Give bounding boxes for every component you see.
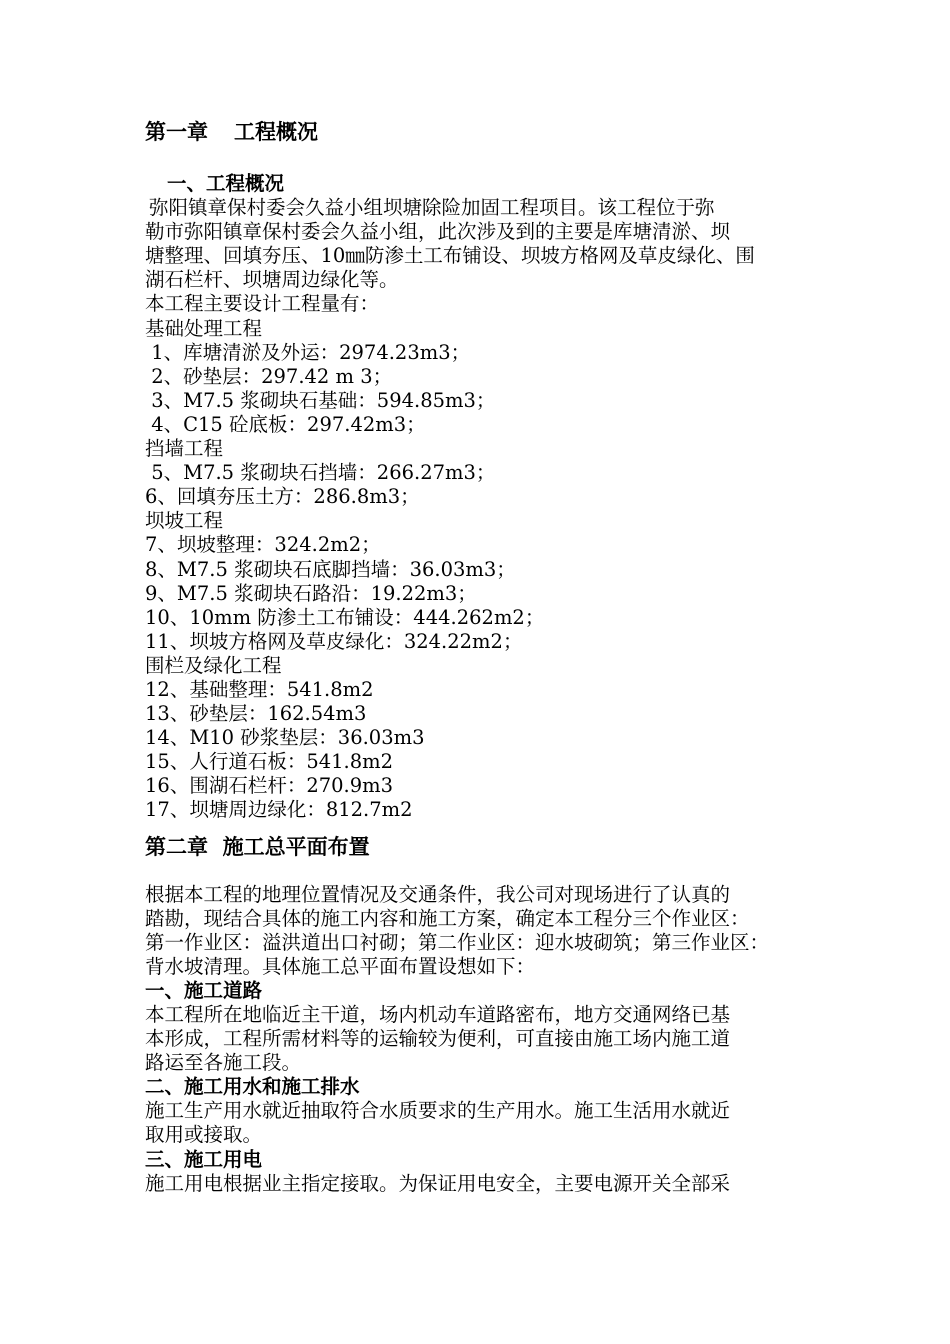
chapter2-intro-line: 根据本工程的地理位置情况及交通条件，我公司对现场进行了认真的	[145, 882, 731, 906]
list-item: 14、M10 砂浆垫层：36.03m3	[145, 726, 425, 750]
intro-line: 湖石栏杆、坝塘周边绿化等。	[145, 268, 399, 292]
intro-line: 勒市弥阳镇章保村委会久益小组，此次涉及到的主要是库塘清淤、坝	[145, 220, 731, 244]
intro-line: 塘整理、回填夯压、10㎜防渗土工布铺设、坝坡方格网及草皮绿化、围	[145, 244, 755, 268]
list-item: 7、坝坡整理：324.2m2；	[145, 533, 381, 557]
chapter2-intro-line: 第一作业区：溢洪道出口衬砌；第二作业区：迎水坡砌筑；第三作业区：	[145, 930, 770, 954]
water-line: 施工生产用水就近抽取符合水质要求的生产用水。施工生活用水就近	[145, 1099, 731, 1123]
chapter2-title: 第二章 施工总平面布置	[145, 833, 370, 859]
intro-line: 弥阳镇章保村委会久益小组坝塘除险加固工程项目。该工程位于弥	[149, 196, 715, 220]
list-item: 10、10mm 防渗土工布铺设：444.262m2；	[145, 605, 545, 629]
group-fence-greening	[145, 654, 813, 823]
road-line: 路运至各施工段。	[145, 1051, 302, 1075]
group-dam-slope	[145, 509, 813, 654]
group-name: 围栏及绿化工程	[145, 653, 282, 677]
list-item: 3、M7.5 浆砌块石基础：594.85m3；	[145, 388, 496, 412]
section-heading-construction-road: 一、施工道路	[145, 978, 263, 1002]
list-item: 16、围湖石栏杆：270.9m3	[145, 774, 394, 798]
group-foundation	[145, 317, 813, 437]
chapter2-intro-line: 背水坡清理。具体施工总平面布置设想如下：	[145, 954, 536, 978]
list-item: 4、C15 砼底板：297.42m3；	[145, 412, 426, 436]
list-item: 11、坝坡方格网及草皮绿化：324.22m2；	[145, 629, 523, 653]
section-heading-water-drainage: 二、施工用水和施工排水	[145, 1075, 360, 1099]
power-line: 施工用电根据业主指定接取。为保证用电安全，主要电源开关全部采	[145, 1171, 731, 1195]
design-quantities-intro: 本工程主要设计工程量有：	[145, 292, 380, 316]
list-item: 15、人行道石板：541.8m2	[145, 750, 394, 774]
document-body	[145, 118, 813, 1196]
list-item: 17、坝塘周边绿化：812.7m2	[145, 798, 413, 822]
list-item: 13、砂垫层：162.54m3	[145, 702, 367, 726]
list-item: 1、库塘清淤及外运：2974.23m3；	[145, 340, 471, 364]
list-item: 5、M7.5 浆砌块石挡墙：266.27m3；	[145, 461, 496, 485]
group-name: 挡墙工程	[145, 437, 224, 461]
chapter2-intro-line: 踏勘，现结合具体的施工内容和施工方案，确定本工程分三个作业区：	[145, 906, 750, 930]
list-item: 6、回填夯压土方：286.8m3；	[145, 485, 420, 509]
list-item: 9、M7.5 浆砌块石路沿：19.22m3；	[145, 581, 477, 605]
chapter1-title-text: 工程概况	[234, 119, 318, 144]
road-line: 本形成，工程所需材料等的运输较为便利，可直接由施工场内施工道	[145, 1027, 731, 1051]
list-item: 2、砂垫层：297.42 m 3；	[145, 364, 393, 388]
list-item: 8、M7.5 浆砌块石底脚挡墙：36.03m3；	[145, 557, 516, 581]
chapter1-title	[145, 118, 813, 146]
section-heading-project-overview: 一、工程概况	[167, 172, 285, 195]
section-heading-power: 三、施工用电	[145, 1147, 263, 1171]
road-line: 本工程所在地临近主干道，场内机动车道路密布，地方交通网络已基	[145, 1003, 731, 1026]
water-line: 取用或接取。	[145, 1123, 263, 1147]
group-name: 基础处理工程	[145, 316, 263, 340]
group-name: 坝坡工程	[145, 509, 224, 533]
group-retaining-wall	[145, 437, 813, 509]
chapter1-number: 第一章	[145, 119, 208, 144]
list-item: 12、基础整理：541.8m2	[145, 677, 374, 701]
